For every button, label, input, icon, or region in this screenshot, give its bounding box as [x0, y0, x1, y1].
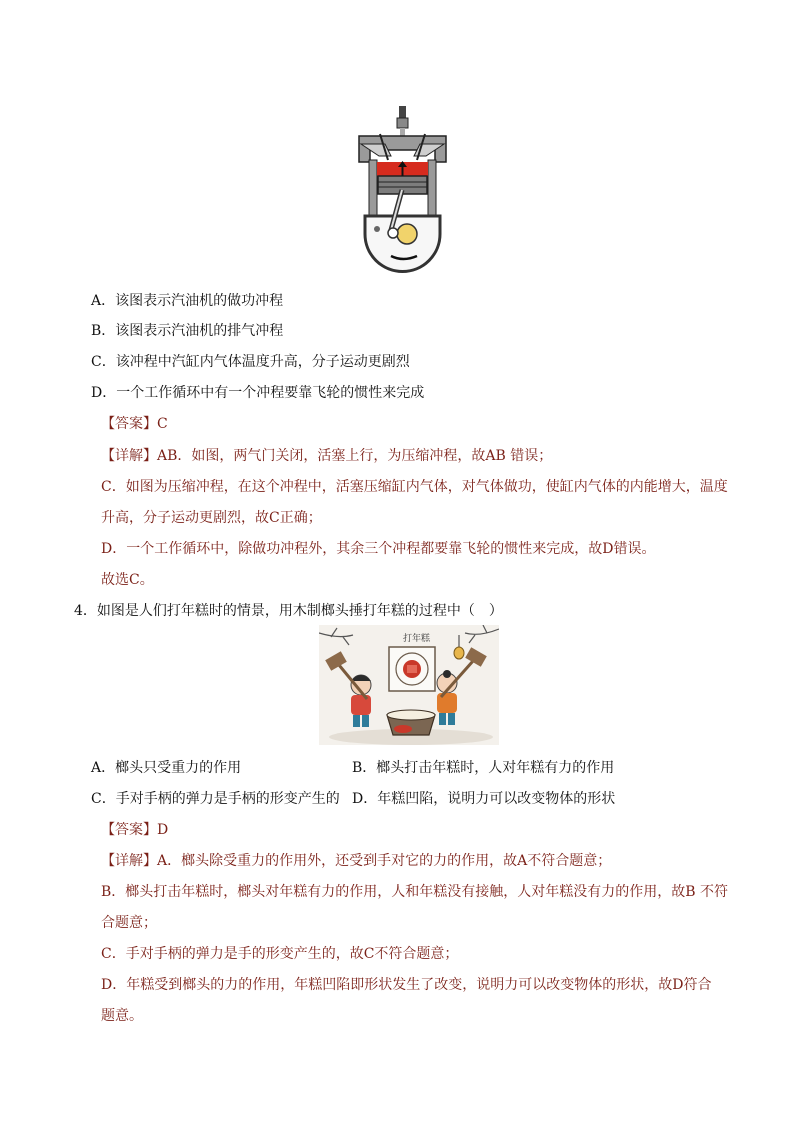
q3-option-c: C．该冲程中汽缸内气体温度升高，分子运动更剧烈 [91, 354, 410, 370]
q4-option-d: D．年糕凹陷，说明力可以改变物体的形状 [352, 791, 616, 807]
q3-option-a: A．该图表示汽油机的做功冲程 [91, 293, 284, 309]
q4-option-b: B．榔头打击年糕时，人对年糕有力的作用 [352, 760, 615, 776]
q3-detail-line-1: 【详解】AB．如图，两气门关闭，活塞上行，为压缩冲程，故AB 错误； [101, 448, 553, 464]
illustration-caption: 打年糕 [403, 634, 431, 644]
q4-answer: 【答案】D [101, 822, 169, 838]
q4-question: 4．如图是人们打年糕时的情景，用木制榔头捶打年糕的过程中（ ） [74, 603, 503, 619]
engine-compression-stroke-diagram [355, 104, 450, 276]
q4-detail-line-3: 合题意； [101, 915, 157, 931]
q4-detail-line-6: 题意。 [101, 1008, 143, 1024]
q4-detail-line-5: D．年糕受到榔头的力的作用，年糕凹陷即形状发生了改变，说明力可以改变物体的形状，故D符合 [101, 977, 712, 993]
q3-option-d: D．一个工作循环中有一个冲程要靠飞轮的惯性来完成 [91, 385, 425, 401]
rice-cake-pounding-illustration [319, 625, 499, 745]
q3-conclusion: 故选C。 [101, 572, 154, 588]
q4-detail-line-2: B．榔头打击年糕时，榔头对年糕有力的作用，人和年糕没有接触，人对年糕没有力的作用，故B 不符 [101, 884, 729, 900]
q3-detail-line-3: 升高，分子运动更剧烈，故C正确； [101, 510, 322, 526]
q3-detail-line-2: C．如图为压缩冲程，在这个冲程中，活塞压缩缸内气体，对气体做功，使缸内气体的内能增大，温度 [101, 479, 728, 495]
q3-answer: 【答案】C [101, 416, 168, 432]
q4-detail-line-1: 【详解】A．榔头除受重力的作用外，还受到手对它的力的作用，故A不符合题意； [101, 853, 612, 869]
q3-detail-line-4: D．一个工作循环中，除做功冲程外，其余三个冲程都要靠飞轮的惯性来完成，故D错误。 [101, 541, 656, 557]
q4-option-a: A．榔头只受重力的作用 [91, 760, 242, 776]
q3-option-b: B．该图表示汽油机的排气冲程 [91, 323, 284, 339]
q4-detail-line-4: C．手对手柄的弹力是手的形变产生的，故C不符合题意； [101, 946, 459, 962]
q4-option-c: C．手对手柄的弹力是手柄的形变产生的 [91, 791, 340, 807]
